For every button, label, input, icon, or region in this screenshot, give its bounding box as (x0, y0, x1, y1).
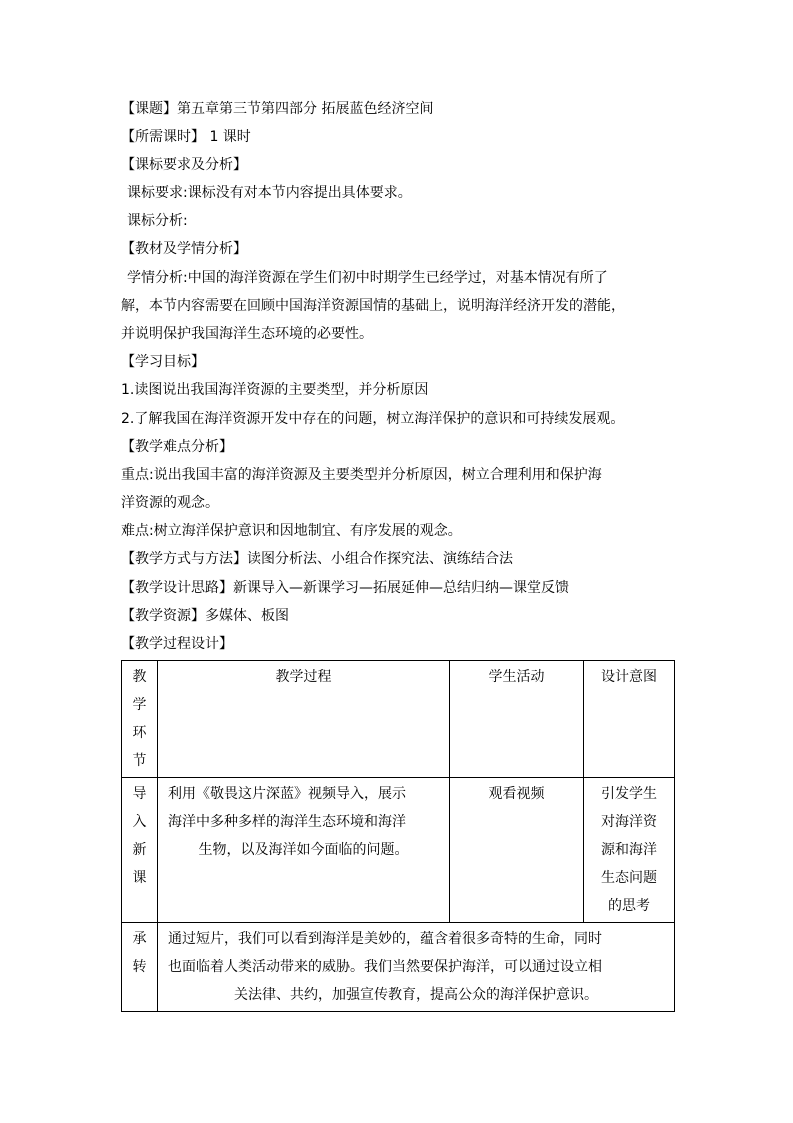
learning-analysis-line: 并说明保护我国海洋生态环境的必要性。 (121, 326, 373, 342)
difficult-points: 难点:树立海洋保护意识和因地制宜、有序发展的观念。 (121, 523, 462, 539)
intent-cell (584, 778, 675, 923)
intent-line: 的思考 (608, 898, 650, 914)
intent-line: 引发学生 (601, 786, 657, 802)
activity-header-cell: 学生活动 (450, 661, 584, 778)
table-row (122, 923, 675, 1012)
topic-line: 【课题】第五章第三节第四部分 拓展蓝色经济空间 (121, 101, 434, 117)
hours-line: 【所需课时】 1 课时 (121, 129, 251, 145)
stage-char: 课 (132, 870, 147, 886)
learning-analysis-line: 学情分析:中国的海洋资源在学生们初中时期学生已经学过，对基本情况有所了 (127, 270, 608, 286)
teaching-process-table (121, 660, 675, 1012)
process-line: 生物，以及海洋如今面临的问题。 (198, 842, 409, 858)
stage-char: 入 (132, 814, 147, 830)
process-line: 利用《敬畏这片深蓝》视频导入，展示 (168, 786, 406, 802)
goal-item: 1.读图说出我国海洋资源的主要类型，并分析原因 (121, 382, 429, 398)
transition-line: 通过短片，我们可以看到海洋是美妙的，蕴含着很多奇特的生命，同时 (168, 931, 602, 947)
intent-line: 对海洋资 (601, 814, 657, 830)
difficulty-heading: 【教学难点分析】 (121, 439, 233, 455)
standard-requirement: 课标要求:课标没有对本节内容提出具体要求。 (127, 185, 412, 201)
stage-char: 承 (132, 931, 147, 947)
stage-char: 转 (132, 959, 147, 975)
activity-cell: 观看视频 (450, 778, 584, 923)
stage-header-cell (122, 661, 158, 778)
stage-cell (122, 778, 158, 923)
stage-cell (122, 923, 158, 1012)
resources-line: 【教学资源】多媒体、板图 (121, 608, 289, 624)
intent-header-cell: 设计意图 (584, 661, 675, 778)
stage-header-char: 学 (132, 697, 147, 713)
methods-line: 【教学方式与方法】读图分析法、小组合作探究法、演练结合法 (121, 551, 513, 567)
goals-heading: 【学习目标】 (121, 354, 205, 370)
stage-char: 新 (132, 842, 147, 858)
learning-analysis-line: 解，本节内容需要在回顾中国海洋资源国情的基础上，说明海洋经济开发的潜能， (121, 298, 625, 314)
stage-char: 导 (132, 786, 147, 802)
stage-header-char: 节 (132, 753, 147, 769)
standard-analysis: 课标分析: (127, 213, 188, 229)
intent-line: 生态问题 (601, 870, 657, 886)
design-idea-line: 【教学设计思路】新课导入—新课学习—拓展延伸—总结归纳—课堂反馈 (121, 580, 569, 596)
transition-cell (158, 923, 675, 1012)
process-header-cell: 教学过程 (158, 661, 450, 778)
stage-header-char: 教 (132, 669, 147, 685)
key-points-line: 洋资源的观念。 (121, 495, 219, 511)
intent-line: 源和海洋 (601, 842, 657, 858)
process-heading: 【教学过程设计】 (121, 636, 233, 652)
material-heading: 【教材及学情分析】 (121, 241, 247, 257)
process-cell (158, 778, 450, 923)
goal-item: 2.了解我国在海洋资源开发中存在的问题，树立海洋保护的意识和可持续发展观。 (121, 411, 625, 427)
stage-header-char: 环 (132, 725, 147, 741)
table-row (122, 778, 675, 923)
transition-line: 也面临着人类活动带来的威胁。我们当然要保护海洋，可以通过设立相 (168, 959, 602, 975)
table-header-row (122, 661, 675, 778)
transition-line: 关法律、共约，加强宣传教育，提高公众的海洋保护意识。 (234, 987, 598, 1003)
key-points-line: 重点:说出我国丰富的海洋资源及主要类型并分析原因，树立合理利用和保护海 (121, 467, 602, 483)
standard-heading: 【课标要求及分析】 (121, 157, 247, 173)
process-line: 海洋中多种多样的海洋生态环境和海洋 (168, 814, 406, 830)
